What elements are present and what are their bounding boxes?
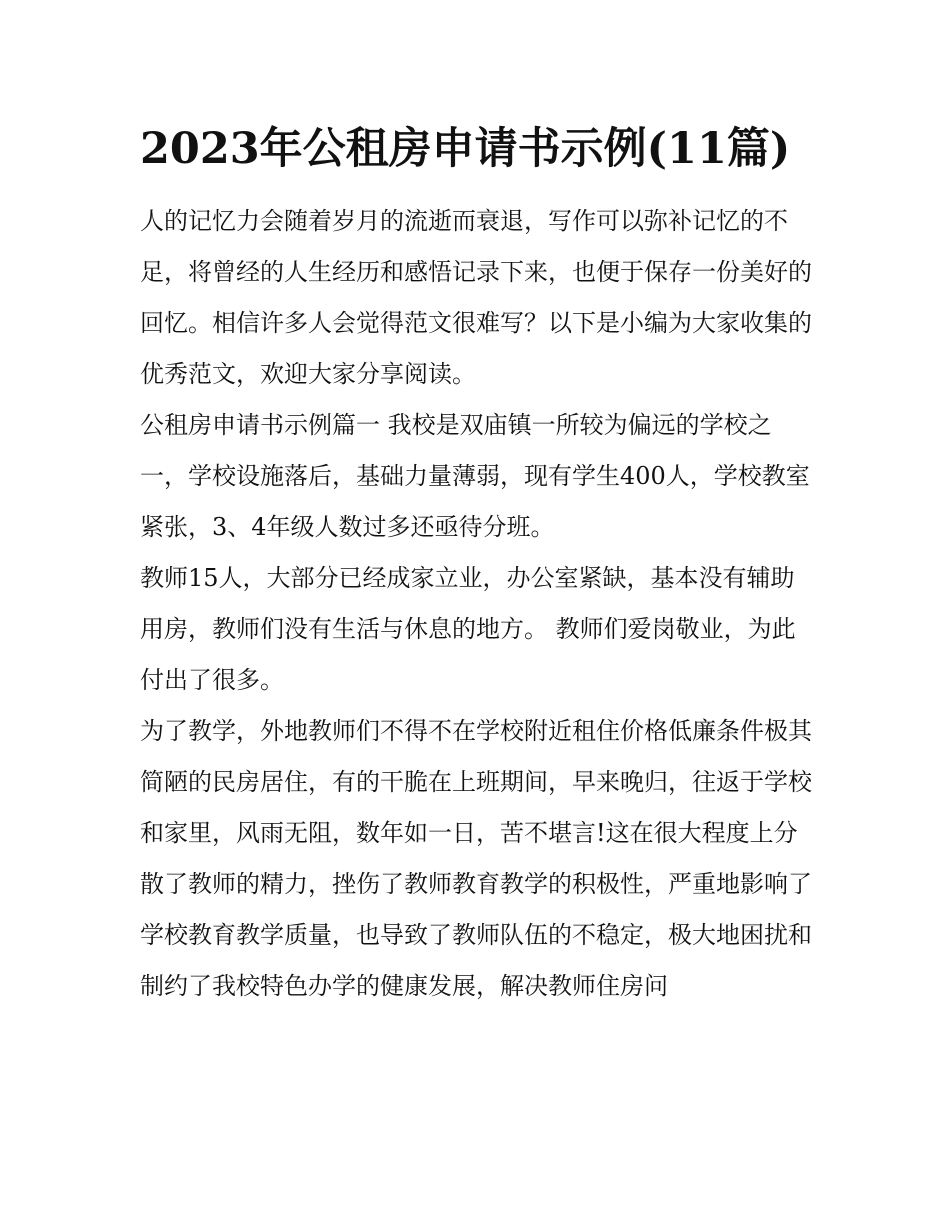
paragraph-intro: 人的记忆力会随着岁月的流逝而衰退，写作可以弥补记忆的不足，将曾经的人生经历和感悟记录下来，也便于保存一份美好的回忆。相信许多人会觉得范文很难写？以下是小编为大家收集的优秀范文，欢迎大家分享阅读。 [140,207,812,388]
document-title: 2023年公租房申请书示例(11篇) [140,124,791,174]
paragraph-housing: 为了教学，外地教师们不得不在学校附近租住价格低廉条件极其简陋的民房居住，有的干脆在上班期间，早来晚归，往返于学校和家里，风雨无阻，数年如一日，苦不堪言!这在很大程度上分散了教师的精力，挫伤了教师教育教学的积极性，严重地影响了学校教育教学质量，也导致了教师队伍的不稳定，极大地困扰和制约了我校特色办学的健康发展，解决教师住房问 [140,717,812,1000]
paragraph-example-1: 公租房申请书示例篇一 我校是双庙镇一所较为偏远的学校之一，学校设施落后，基础力量薄弱，现有学生400人，学校教室紧张，3、4年级人数过多还亟待分班。 [140,411,810,541]
paragraph-teachers: 教师15人，大部分已经成家立业，办公室紧缺，基本没有辅助用房，教师们没有生活与休息的地方。 教师们爱岗敬业，为此付出了很多。 [140,564,796,694]
document-body [140,112,812,1012]
